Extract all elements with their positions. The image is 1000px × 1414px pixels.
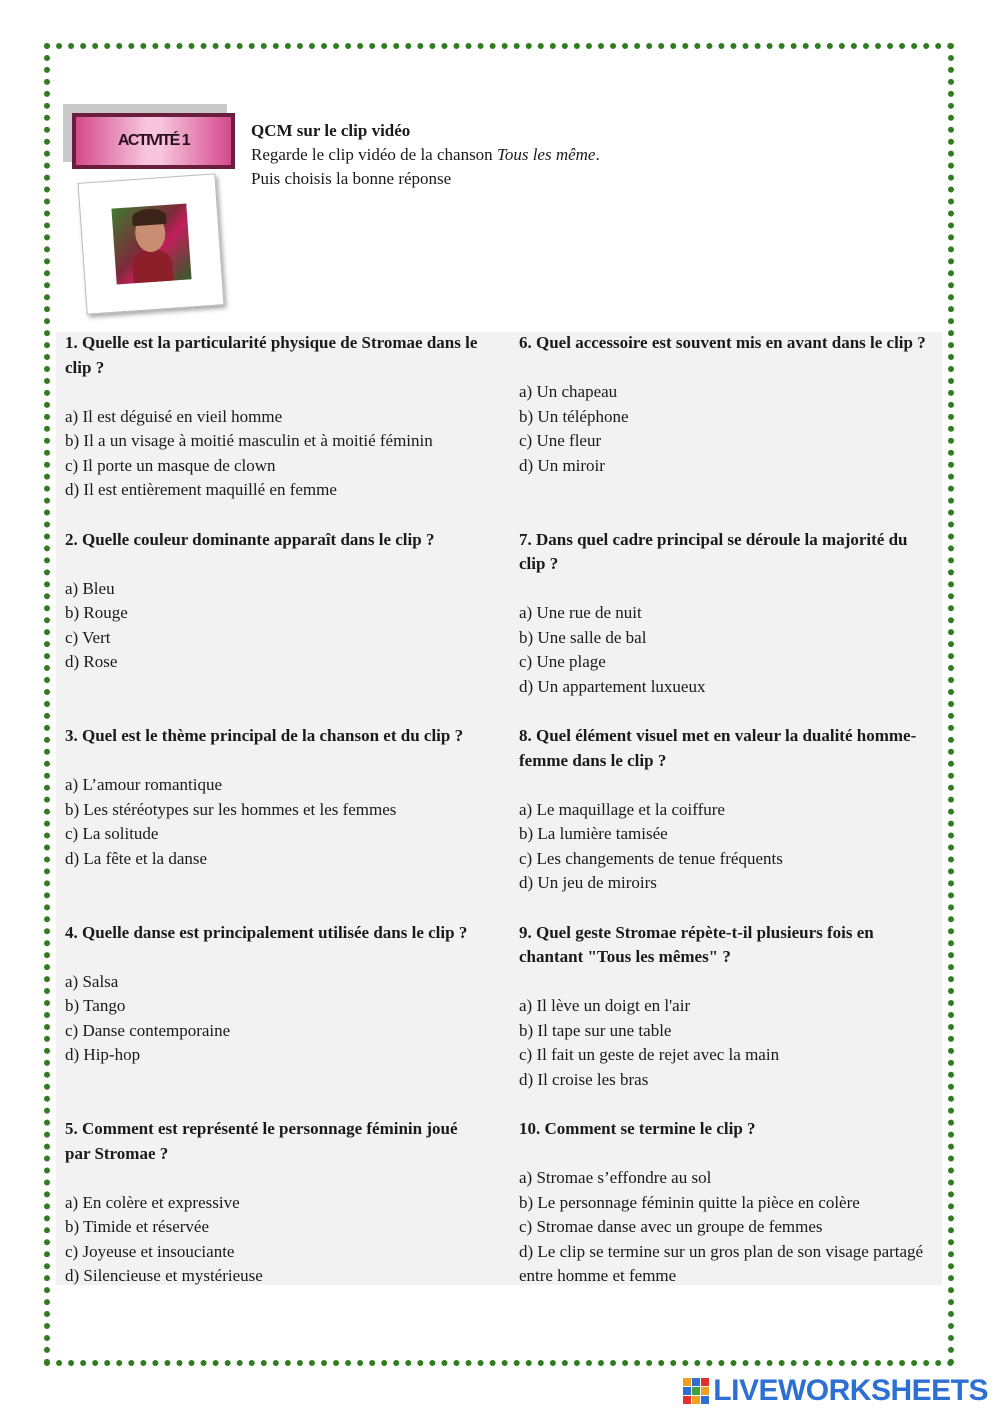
answer-option[interactable]: d) Un jeu de miroirs xyxy=(519,873,657,892)
answer-option[interactable]: d) Un miroir xyxy=(519,455,605,475)
answer-option[interactable]: b) Timide et réservée xyxy=(65,1217,209,1236)
stromae-photo xyxy=(111,203,191,284)
answer-options xyxy=(65,577,485,675)
answer-option[interactable]: d) Silencieuse et mystérieuse xyxy=(65,1266,263,1285)
question-text: 2. Quelle couleur dominante apparaît dans le clip ? xyxy=(65,529,435,549)
answer-option[interactable]: c) Les changements de tenue fréquents xyxy=(519,848,783,868)
question-10 xyxy=(519,1117,931,1289)
answer-option[interactable]: a) Bleu xyxy=(65,578,115,598)
answer-options xyxy=(519,994,931,1092)
answer-options xyxy=(65,970,485,1068)
instructions-line-1: Regarde le clip vidéo de la chanson Tous les même. xyxy=(251,145,600,164)
question-text: 7. Dans quel cadre principal se déroule la majorité du clip ? xyxy=(519,529,908,573)
answer-option[interactable]: a) Un chapeau xyxy=(519,382,618,401)
answer-option[interactable]: b) Rouge xyxy=(65,603,128,622)
answer-options xyxy=(65,1191,485,1289)
answer-option[interactable]: d) Il est entièrement maquillé en femme xyxy=(65,480,337,499)
instructions xyxy=(251,119,600,191)
question-text: 4. Quelle danse est principalement utilisée dans le clip ? xyxy=(65,922,468,942)
answer-options xyxy=(519,380,931,478)
answer-option[interactable]: c) Stromae danse avec un groupe de femmes xyxy=(519,1217,823,1236)
answer-option[interactable]: a) L’amour romantique xyxy=(65,775,223,794)
song-title: Tous les même xyxy=(496,145,596,164)
questions-left-column xyxy=(65,331,485,1289)
answer-option[interactable]: c) Danse contemporaine xyxy=(65,1020,231,1040)
polaroid-photo xyxy=(78,173,225,314)
answer-option[interactable]: c) Vert xyxy=(65,627,111,647)
answer-option[interactable]: b) Le personnage féminin quitte la pièce en colère xyxy=(519,1192,860,1212)
answer-option[interactable]: c) Une fleur xyxy=(519,431,602,450)
answer-option[interactable]: a) Salsa xyxy=(65,971,119,991)
question-text: 9. Quel geste Stromae répète-t-il plusieurs fois en chantant "Tous les mêmes" ? xyxy=(519,922,874,966)
answer-option[interactable]: b) Une salle de bal xyxy=(519,627,647,647)
question-5 xyxy=(65,1117,485,1289)
question-8 xyxy=(519,724,931,896)
answer-option[interactable]: d) Le clip se termine sur un gros plan de son visage partagé entre homme et femme xyxy=(519,1241,924,1285)
answer-option[interactable]: b) Il a un visage à moitié masculin et à moitié féminin xyxy=(65,431,433,450)
activity-badge-label: ACTIVITÉ 1 xyxy=(76,117,231,165)
questions-right-column xyxy=(519,331,931,1289)
answer-option[interactable]: d) Il croise les bras xyxy=(519,1069,649,1089)
liveworksheets-logo xyxy=(683,1374,988,1408)
activity-badge xyxy=(72,113,235,169)
question-4 xyxy=(65,921,485,1093)
answer-options xyxy=(65,405,485,503)
answer-option[interactable]: a) Stromae s’effondre au sol xyxy=(519,1168,712,1187)
answer-option[interactable]: c) Il porte un masque de clown xyxy=(65,455,276,475)
answer-option[interactable]: c) La solitude xyxy=(65,824,159,843)
instructions-line-2: Puis choisis la bonne réponse xyxy=(251,169,452,188)
answer-option[interactable]: c) Joyeuse et insouciante xyxy=(65,1241,235,1261)
answer-option[interactable]: a) Il lève un doigt en l'air xyxy=(519,996,691,1015)
answer-option[interactable]: b) Tango xyxy=(65,996,126,1015)
logo-grid-icon xyxy=(683,1378,709,1404)
answer-options xyxy=(65,773,485,871)
answer-option[interactable]: d) La fête et la danse xyxy=(65,848,208,868)
answer-option[interactable]: c) Il fait un geste de rejet avec la main xyxy=(519,1045,780,1064)
answer-option[interactable]: a) En colère et expressive xyxy=(65,1192,240,1212)
answer-option[interactable]: d) Rose xyxy=(65,652,118,671)
answer-option[interactable]: b) Un téléphone xyxy=(519,406,629,426)
answer-options xyxy=(519,1166,931,1289)
question-text: 8. Quel élément visuel met en valeur la dualité homme-femme dans le clip ? xyxy=(519,726,917,770)
question-text: 6. Quel accessoire est souvent mis en avant dans le clip ? xyxy=(519,333,926,352)
question-6 xyxy=(519,331,931,503)
logo-text: LIVEWORKSHEETS xyxy=(713,1374,988,1407)
answer-option[interactable]: b) Les stéréotypes sur les hommes et les femmes xyxy=(65,799,397,819)
question-text: 3. Quel est le thème principal de la chanson et du clip ? xyxy=(65,726,464,745)
answer-option[interactable]: d) Un appartement luxueux xyxy=(519,676,706,696)
question-text: 5. Comment est représenté le personnage féminin joué par Stromae ? xyxy=(65,1119,458,1163)
answer-option[interactable]: a) Il est déguisé en vieil homme xyxy=(65,406,283,426)
answer-option[interactable]: b) La lumière tamisée xyxy=(519,824,668,843)
answer-option[interactable]: b) Il tape sur une table xyxy=(519,1020,672,1040)
instructions-title: QCM sur le clip vidéo xyxy=(251,121,411,140)
answer-options xyxy=(519,798,931,896)
answer-option[interactable]: a) Le maquillage et la coiffure xyxy=(519,799,725,819)
question-1 xyxy=(65,331,485,503)
question-text: 10. Comment se termine le clip ? xyxy=(519,1119,756,1138)
question-text: 1. Quelle est la particularité physique de Stromae dans le clip ? xyxy=(65,333,478,377)
answer-option[interactable]: c) Une plage xyxy=(519,652,606,671)
question-7 xyxy=(519,528,931,700)
answer-options xyxy=(519,601,931,699)
question-9 xyxy=(519,921,931,1093)
question-3 xyxy=(65,724,485,896)
answer-option[interactable]: d) Hip-hop xyxy=(65,1045,141,1064)
question-2 xyxy=(65,528,485,700)
answer-option[interactable]: a) Une rue de nuit xyxy=(519,603,642,622)
